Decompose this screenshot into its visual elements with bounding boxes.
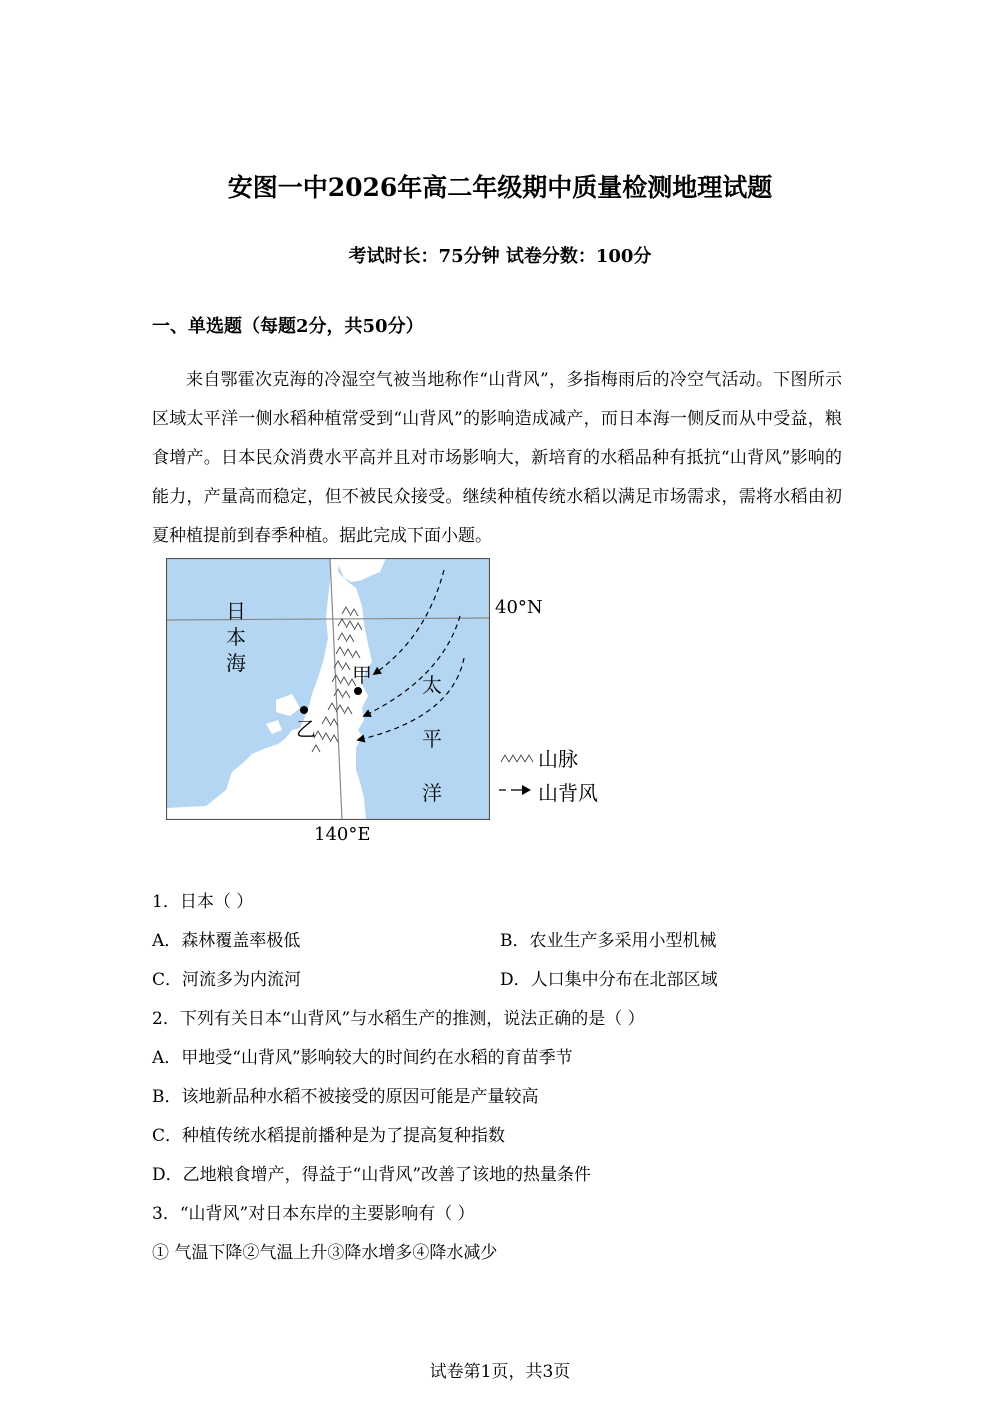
question-3-stem: 3．“山背风”对日本东岸的主要影响有（ ） bbox=[152, 1204, 475, 1224]
label-longitude: 140°E bbox=[314, 824, 371, 845]
label-sea-japan-3: 海 bbox=[226, 651, 246, 675]
reading-passage bbox=[152, 361, 842, 556]
question-2-option-c: C．种植传统水稻提前播种是为了提高复种指数 bbox=[152, 1126, 506, 1146]
question-2-option-d: D．乙地粮食增产，得益于“山背风”改善了该地的热量条件 bbox=[152, 1165, 592, 1185]
question-1-stem: 1．日本（ ） bbox=[152, 892, 254, 912]
legend-wind-icon bbox=[498, 782, 534, 798]
question-1-option-a: A．森林覆盖率极低 bbox=[152, 931, 301, 951]
label-pacific-1: 太 bbox=[422, 673, 442, 697]
map-figure bbox=[166, 558, 490, 820]
page-title: 安图一中2026年高二年级期中质量检测地理试题 bbox=[227, 173, 773, 202]
point-jia bbox=[354, 687, 362, 695]
exam-info: 考试时长：75分钟 试卷分数：100分 bbox=[348, 246, 652, 267]
passage-text: 来自鄂霍次克海的冷湿空气被当地称作“山背风”，多指梅雨后的冷空气活动。下图所示区域太平洋一侧水稻种植常受到“山背风”的影响造成减产，而日本海一侧反而从中受益，粮食增产。日本民众消费水平高并且对市场影响大，新培育的水稻品种有抵抗“山背风”影响的能力，产量高而稳定，但不被民众接受。继续种植传统水稻以满足市场需求，需将水稻由初夏种植提前到春季种植。据此完成下面小题。 bbox=[152, 370, 842, 546]
label-jia: 甲 bbox=[352, 663, 372, 687]
label-yi: 乙 bbox=[296, 717, 316, 741]
question-2-option-a: A．甲地受“山背风”影响较大的时间约在水稻的育苗季节 bbox=[152, 1048, 573, 1068]
page-footer: 试卷第1页，共3页 bbox=[429, 1362, 571, 1382]
label-sea-japan-1: 日 bbox=[226, 599, 246, 623]
label-pacific-3: 洋 bbox=[422, 781, 442, 805]
label-pacific-2: 平 bbox=[422, 727, 442, 751]
question-1-option-b: B．农业生产多采用小型机械 bbox=[500, 931, 717, 951]
question-1-option-c: C．河流多为内流河 bbox=[152, 970, 302, 990]
label-sea-japan-2: 本 bbox=[226, 625, 246, 649]
section-heading: 一、单选题（每题2分，共50分） bbox=[152, 316, 424, 337]
question-3-choices: ① 气温下降②气温上升③降水增多④降水减少 bbox=[152, 1243, 498, 1263]
label-latitude: 40°N bbox=[495, 597, 543, 618]
question-1-option-d: D．人口集中分布在北部区域 bbox=[500, 970, 718, 990]
point-yi bbox=[300, 706, 308, 714]
legend-mountain-icon bbox=[500, 748, 536, 766]
legend-wind-label: 山背风 bbox=[538, 781, 598, 805]
legend-mountain-label: 山脉 bbox=[538, 747, 578, 771]
question-2-stem: 2．下列有关日本“山背风”与水稻生产的推测，说法正确的是（ ） bbox=[152, 1009, 645, 1029]
question-2-option-b: B．该地新品种水稻不被接受的原因可能是产量较高 bbox=[152, 1087, 539, 1107]
